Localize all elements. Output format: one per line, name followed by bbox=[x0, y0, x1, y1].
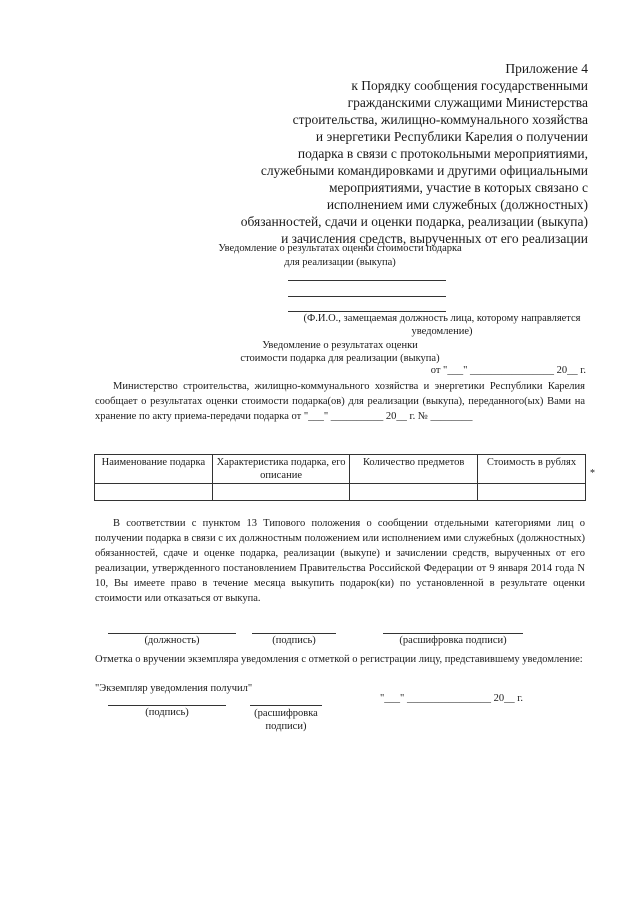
appendix-line: гражданскими служащими Министерства bbox=[347, 95, 588, 110]
receiver-decoding-caption-line2: подписи) bbox=[265, 721, 307, 732]
notice-heading-line1: Уведомление о результатах оценки стоимости подарка bbox=[218, 243, 462, 254]
notice-heading bbox=[180, 242, 500, 270]
signature-caption: (подпись) bbox=[272, 635, 316, 646]
appendix-line: исполнением ими служебных (должностных) bbox=[326, 197, 588, 212]
appendix-line: мероприятиями, участие в которых связано с bbox=[329, 180, 588, 195]
decoding-caption: (расшифровка подписи) bbox=[399, 635, 507, 646]
column-header: Стоимость в рублях bbox=[477, 455, 585, 484]
received-text: "Экземпляр уведомления получил" bbox=[95, 683, 253, 694]
table-row bbox=[95, 484, 586, 501]
legal-paragraph bbox=[95, 516, 585, 606]
notice-date: от "___" ________________ 20__ г. bbox=[430, 365, 586, 376]
received-date: "___" ________________ 20__ г. bbox=[380, 693, 523, 704]
notice-title-line2: стоимости подарка для реализации (выкупа) bbox=[240, 353, 440, 364]
signature-line bbox=[252, 633, 336, 634]
column-header: Характеристика подарка, его описание bbox=[212, 455, 349, 484]
delivery-mark-text: Отметка о вручении экземпляра уведомления с отметкой о регистрации лицу, представившему уведомление: bbox=[95, 654, 583, 665]
receiver-signature-caption: (подпись) bbox=[145, 707, 189, 718]
appendix-line: обязанностей, сдачи и оценки подарка, реализации (выкупа) bbox=[240, 214, 588, 229]
receiver-signature-line bbox=[108, 705, 226, 706]
table-cell bbox=[212, 484, 349, 501]
table-header-row bbox=[95, 455, 586, 484]
gifts-table bbox=[94, 454, 586, 501]
intro-paragraph bbox=[95, 379, 585, 424]
appendix-line: и энергетики Республики Карелия о получении bbox=[315, 129, 588, 144]
recipient-line-1 bbox=[288, 280, 446, 281]
notice-title bbox=[180, 339, 500, 365]
column-header: Наименование подарка bbox=[95, 455, 213, 484]
recipient-caption bbox=[292, 312, 592, 338]
table-marker: * bbox=[590, 468, 595, 479]
legal-paragraph-text: В соответствии с пунктом 13 Типового положения о сообщении отдельными категориями лиц о получении подарка в связи с их должностным положением или исполнением ими служебных (должностных) обязанностей, сдаче и оценке подарка, реализации (выкупе) и зачислении средств, вырученных от его реализации, утвержденного постановлением Правительства Российской Федерации от 9 января 2014 года N 10, Вы имеете право в течение месяца выкупить подарок(ки) по установленной в результате оценки стоимости или отказаться от выкупа. bbox=[95, 518, 585, 604]
notice-heading-line2: для реализации (выкупа) bbox=[284, 257, 396, 268]
receiver-decoding-caption-line1: (расшифровка bbox=[254, 708, 318, 719]
appendix-line: подарка в связи с протокольными мероприятиями, bbox=[297, 146, 588, 161]
table-cell bbox=[477, 484, 585, 501]
appendix-line: строительства, жилищно-коммунального хозяйства bbox=[292, 112, 588, 127]
appendix-header bbox=[228, 60, 588, 247]
notice-title-line1: Уведомление о результатах оценки bbox=[262, 340, 418, 351]
column-header: Количество предметов bbox=[350, 455, 478, 484]
recipient-caption-line2: уведомление) bbox=[411, 326, 473, 337]
position-caption: (должность) bbox=[144, 635, 200, 646]
receiver-decoding-caption bbox=[240, 707, 332, 733]
appendix-line: и зачисления средств, вырученных от его реализации bbox=[281, 231, 588, 246]
recipient-line-2 bbox=[288, 296, 446, 297]
receiver-decoding-line bbox=[250, 705, 322, 706]
position-line bbox=[108, 633, 236, 634]
table-cell bbox=[350, 484, 478, 501]
intro-paragraph-text: Министерство строительства, жилищно-коммунального хозяйства и энергетики Республики Карелия сообщает о результатах оценки стоимости подарка(ов) для реализации (выкупа), переданного(ых) Вами на хранение по акту приема-передачи подарка от "___" __________ 20__ г. № ________ bbox=[95, 381, 585, 422]
decoding-line bbox=[383, 633, 523, 634]
table-cell bbox=[95, 484, 213, 501]
appendix-line: к Порядку сообщения государственными bbox=[351, 78, 588, 93]
appendix-line: Приложение 4 bbox=[505, 61, 588, 76]
appendix-line: служебными командировками и другими официальными bbox=[260, 163, 588, 178]
recipient-caption-line1: (Ф.И.О., замещаемая должность лица, которому направляется bbox=[303, 313, 581, 324]
